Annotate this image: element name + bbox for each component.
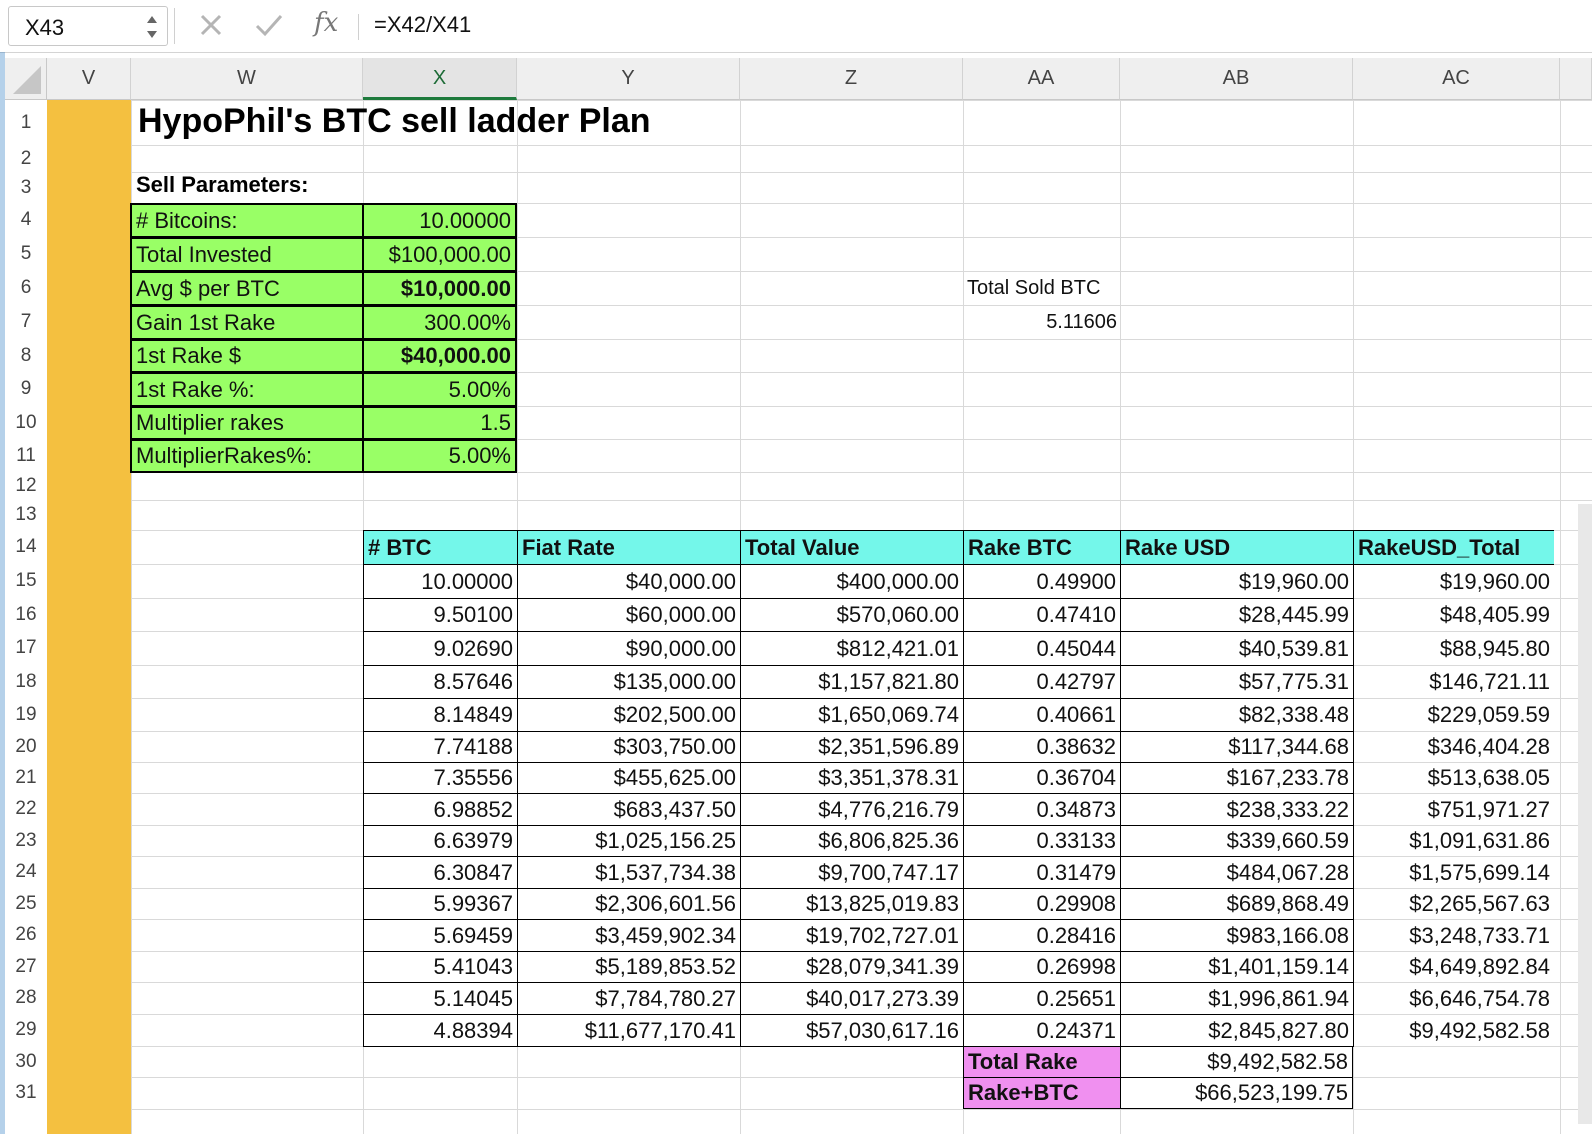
ladder-cell[interactable]: $60,000.00 xyxy=(517,598,741,632)
ladder-cell[interactable]: $303,750.00 xyxy=(517,731,741,763)
ladder-cell[interactable]: $1,996,861.94 xyxy=(1120,982,1354,1015)
row-header-7[interactable]: 7 xyxy=(5,305,47,339)
row-header-17[interactable]: 17 xyxy=(5,631,47,665)
ladder-cell[interactable]: $400,000.00 xyxy=(740,564,964,599)
param-value[interactable]: 1.5 xyxy=(362,406,517,440)
column-header-x[interactable]: X xyxy=(363,58,517,100)
ladder-cell[interactable]: 6.98852 xyxy=(363,793,518,826)
ladder-header-cell[interactable]: # BTC xyxy=(363,530,518,565)
ladder-cell[interactable]: $1,157,821.80 xyxy=(740,665,964,699)
row-header-1[interactable]: 1 xyxy=(5,100,47,145)
ladder-cell[interactable]: $7,784,780.27 xyxy=(517,982,741,1015)
row-header-25[interactable]: 25 xyxy=(5,888,47,919)
ladder-cell[interactable]: 0.25651 xyxy=(963,982,1121,1015)
ladder-cell[interactable]: 8.57646 xyxy=(363,665,518,699)
ladder-cell[interactable]: $13,825,019.83 xyxy=(740,888,964,920)
total-sold-label[interactable]: Total Sold BTC xyxy=(967,277,1101,299)
param-label[interactable]: Gain 1st Rake xyxy=(130,305,364,340)
ladder-cell[interactable]: $57,030,617.16 xyxy=(740,1014,964,1047)
param-label[interactable]: Avg $ per BTC xyxy=(130,271,364,306)
ladder-cell[interactable]: 0.49900 xyxy=(963,564,1121,599)
row-header-5[interactable]: 5 xyxy=(5,237,47,271)
param-value[interactable]: $40,000.00 xyxy=(362,339,517,373)
param-label[interactable]: Multiplier rakes xyxy=(130,406,364,440)
row-header-9[interactable]: 9 xyxy=(5,372,47,406)
row-header-19[interactable]: 19 xyxy=(5,698,47,731)
ladder-cell[interactable]: $9,492,582.58 xyxy=(1409,1017,1550,1043)
row-header-27[interactable]: 27 xyxy=(5,951,47,982)
ladder-cell[interactable]: 0.47410 xyxy=(963,598,1121,632)
ladder-cell[interactable]: $1,401,159.14 xyxy=(1120,951,1354,983)
row-header-30[interactable]: 30 xyxy=(5,1046,47,1077)
row-header-20[interactable]: 20 xyxy=(5,731,47,762)
column-header-z[interactable]: Z xyxy=(740,58,963,100)
insert-function-icon[interactable]: fx xyxy=(314,8,339,38)
ladder-cell[interactable]: $6,806,825.36 xyxy=(740,825,964,857)
ladder-cell[interactable]: $689,868.49 xyxy=(1120,888,1354,920)
ladder-cell[interactable]: $2,306,601.56 xyxy=(517,888,741,920)
row-header-31[interactable]: 31 xyxy=(5,1077,47,1109)
ladder-header-cell[interactable]: Rake USD xyxy=(1120,530,1354,565)
ladder-cell[interactable]: $88,945.80 xyxy=(1439,635,1550,661)
column-header-w[interactable]: W xyxy=(131,58,363,100)
ladder-cell[interactable]: $1,091,631.86 xyxy=(1409,828,1550,853)
param-value[interactable]: 300.00% xyxy=(362,305,517,340)
total-sold-value[interactable]: 5.11606 xyxy=(1046,310,1117,333)
ladder-cell[interactable]: $48,405.99 xyxy=(1439,602,1550,627)
ladder-cell[interactable]: $11,677,170.41 xyxy=(517,1014,741,1047)
column-header-ac[interactable]: AC xyxy=(1353,58,1560,100)
ladder-cell[interactable]: $82,338.48 xyxy=(1120,698,1354,732)
row-header-15[interactable]: 15 xyxy=(5,564,47,598)
row-header-13[interactable]: 13 xyxy=(5,500,47,530)
ladder-cell[interactable]: 0.28416 xyxy=(963,919,1121,952)
ladder-cell[interactable]: $983,166.08 xyxy=(1120,919,1354,952)
row-header-3[interactable]: 3 xyxy=(5,172,47,203)
ladder-cell[interactable]: 7.35556 xyxy=(363,762,518,794)
column-header-v[interactable]: V xyxy=(47,58,131,100)
column-v-fill xyxy=(47,100,131,1134)
row-header-26[interactable]: 26 xyxy=(5,919,47,951)
param-label[interactable]: # Bitcoins: xyxy=(130,203,364,238)
ladder-cell[interactable]: $5,189,853.52 xyxy=(517,951,741,983)
ladder-header-cell[interactable]: Fiat Rate xyxy=(517,530,741,565)
formula-bar xyxy=(0,0,1592,53)
ladder-cell[interactable]: 5.99367 xyxy=(363,888,518,920)
ladder-cell[interactable]: $2,351,596.89 xyxy=(740,731,964,763)
row-header-28[interactable]: 28 xyxy=(5,982,47,1014)
ladder-cell[interactable]: $1,025,156.25 xyxy=(517,825,741,857)
vertical-scrollbar[interactable] xyxy=(1578,504,1592,1124)
ladder-cell[interactable]: $812,421.01 xyxy=(740,631,964,666)
ladder-cell[interactable]: 9.02690 xyxy=(363,631,518,666)
ladder-cell[interactable]: $19,960.00 xyxy=(1120,564,1354,599)
ladder-cell[interactable]: $346,404.28 xyxy=(1427,734,1550,759)
ladder-cell[interactable]: $683,437.50 xyxy=(517,793,741,826)
ladder-cell[interactable]: 4.88394 xyxy=(363,1014,518,1047)
grid-line xyxy=(47,1109,1592,1110)
param-label[interactable]: 1st Rake $ xyxy=(130,339,364,373)
total-rake-label[interactable]: Total Rake xyxy=(963,1046,1121,1078)
ladder-cell[interactable]: 0.34873 xyxy=(963,793,1121,826)
ladder-cell[interactable]: 5.14045 xyxy=(363,982,518,1015)
total-rake-value[interactable]: $9,492,582.58 xyxy=(1120,1046,1353,1078)
ladder-cell[interactable]: 0.24371 xyxy=(963,1014,1121,1047)
ladder-cell[interactable]: $135,000.00 xyxy=(517,665,741,699)
param-value[interactable]: 5.00% xyxy=(362,372,517,407)
ladder-cell[interactable]: $40,000.00 xyxy=(517,564,741,599)
row-header-14[interactable]: 14 xyxy=(5,530,47,564)
ladder-cell[interactable]: $1,575,699.14 xyxy=(1409,859,1550,885)
ladder-cell[interactable]: 0.29908 xyxy=(963,888,1121,920)
name-box-stepper-icon[interactable] xyxy=(145,11,159,43)
ladder-cell[interactable]: 0.40661 xyxy=(963,698,1121,732)
column-header-aa[interactable]: AA xyxy=(963,58,1120,100)
row-header-22[interactable]: 22 xyxy=(5,793,47,825)
sell-parameters-label[interactable]: Sell Parameters: xyxy=(136,172,309,197)
ladder-cell[interactable]: $40,539.81 xyxy=(1120,631,1354,666)
ladder-cell[interactable]: $6,646,754.78 xyxy=(1409,985,1550,1011)
param-value[interactable]: $100,000.00 xyxy=(362,237,517,272)
name-box[interactable] xyxy=(8,6,168,46)
row-header-4[interactable]: 4 xyxy=(5,203,47,237)
grid-line xyxy=(47,1077,1592,1078)
ladder-cell[interactable]: $28,445.99 xyxy=(1120,598,1354,632)
ladder-cell[interactable]: $57,775.31 xyxy=(1120,665,1354,699)
grid-line xyxy=(47,500,1592,501)
ladder-cell[interactable]: 0.38632 xyxy=(963,731,1121,763)
ladder-cell[interactable]: $117,344.68 xyxy=(1120,731,1354,763)
formula-bar-divider xyxy=(174,8,175,44)
param-value[interactable]: 5.00% xyxy=(362,439,517,473)
ladder-cell[interactable]: 0.31479 xyxy=(963,856,1121,889)
grid-line xyxy=(47,100,1592,101)
row-header-2[interactable]: 2 xyxy=(5,145,47,172)
column-header-y[interactable]: Y xyxy=(517,58,740,100)
row-header-6[interactable]: 6 xyxy=(5,271,47,305)
ladder-cell[interactable]: $1,537,734.38 xyxy=(517,856,741,889)
cancel-icon[interactable] xyxy=(198,12,224,43)
grid-line xyxy=(47,145,1592,146)
ladder-cell[interactable]: $19,702,727.01 xyxy=(740,919,964,952)
ladder-cell[interactable]: $484,067.28 xyxy=(1120,856,1354,889)
ladder-cell[interactable]: 0.33133 xyxy=(963,825,1121,857)
enter-check-icon[interactable] xyxy=(254,12,284,43)
ladder-cell[interactable]: $19,960.00 xyxy=(1439,568,1550,594)
row-header-11[interactable]: 11 xyxy=(5,439,47,472)
ladder-cell[interactable]: $238,333.22 xyxy=(1120,793,1354,826)
row-header-21[interactable]: 21 xyxy=(5,762,47,793)
ladder-header-cell[interactable]: RakeUSD_Total xyxy=(1353,530,1554,565)
ladder-cell[interactable]: $3,351,378.31 xyxy=(740,762,964,794)
ladder-cell[interactable]: 0.45044 xyxy=(963,631,1121,666)
ladder-cell[interactable]: $513,638.05 xyxy=(1427,765,1550,790)
ladder-cell[interactable]: $9,700,747.17 xyxy=(740,856,964,889)
ladder-cell[interactable]: $570,060.00 xyxy=(740,598,964,632)
ladder-cell[interactable]: 6.30847 xyxy=(363,856,518,889)
ladder-cell[interactable]: $2,845,827.80 xyxy=(1120,1014,1354,1047)
ladder-cell[interactable]: 9.50100 xyxy=(363,598,518,632)
ladder-cell[interactable]: $202,500.00 xyxy=(517,698,741,732)
column-header-ab[interactable]: AB xyxy=(1120,58,1353,100)
formula-input[interactable]: =X42/X41 xyxy=(374,12,472,37)
param-label[interactable]: MultiplierRakes%: xyxy=(130,439,364,473)
ladder-cell[interactable]: $751,971.27 xyxy=(1427,796,1550,822)
ladder-cell[interactable]: 0.42797 xyxy=(963,665,1121,699)
rake-plus-btc-label[interactable]: Rake+BTC xyxy=(963,1077,1121,1109)
row-header-29[interactable]: 29 xyxy=(5,1014,47,1046)
ladder-header-cell[interactable]: Rake BTC xyxy=(963,530,1121,565)
rake-plus-btc-value[interactable]: $66,523,199.75 xyxy=(1120,1077,1353,1109)
ladder-cell[interactable]: 5.69459 xyxy=(363,919,518,952)
ladder-cell[interactable]: 10.00000 xyxy=(363,564,518,599)
ladder-cell[interactable]: $146,721.11 xyxy=(1429,669,1550,694)
param-value[interactable]: 10.00000 xyxy=(362,203,517,238)
param-label[interactable]: Total Invested xyxy=(130,237,364,272)
ladder-cell[interactable]: $28,079,341.39 xyxy=(740,951,964,983)
param-value[interactable]: $10,000.00 xyxy=(362,271,517,306)
ladder-cell[interactable]: $4,776,216.79 xyxy=(740,793,964,826)
formula-divider xyxy=(358,14,359,40)
column-header-overflow xyxy=(1560,58,1592,100)
row-header-10[interactable]: 10 xyxy=(5,406,47,439)
row-header-24[interactable]: 24 xyxy=(5,856,47,888)
ladder-cell[interactable]: 0.36704 xyxy=(963,762,1121,794)
ladder-cell[interactable]: 0.26998 xyxy=(963,951,1121,983)
ladder-cell[interactable]: $455,625.00 xyxy=(517,762,741,794)
ladder-cell[interactable]: $2,265,567.63 xyxy=(1409,891,1550,916)
ladder-header-cell[interactable]: Total Value xyxy=(740,530,964,565)
ladder-cell[interactable]: $4,649,892.84 xyxy=(1409,954,1550,979)
select-all-corner[interactable] xyxy=(5,58,47,100)
sheet-title[interactable]: HypoPhil's BTC sell ladder Plan xyxy=(138,102,651,140)
ladder-cell[interactable]: $40,017,273.39 xyxy=(740,982,964,1015)
grid-line xyxy=(1560,100,1561,1134)
ladder-cell[interactable]: 7.74188 xyxy=(363,731,518,763)
row-header-18[interactable]: 18 xyxy=(5,665,47,698)
ladder-cell[interactable]: $167,233.78 xyxy=(1120,762,1354,794)
name-box-value: X43 xyxy=(25,15,65,40)
ladder-cell[interactable]: 8.14849 xyxy=(363,698,518,732)
row-header-12[interactable]: 12 xyxy=(5,472,47,500)
ladder-cell[interactable]: $3,459,902.34 xyxy=(517,919,741,952)
ladder-cell[interactable]: 5.41043 xyxy=(363,951,518,983)
ladder-cell[interactable]: $3,248,733.71 xyxy=(1409,922,1550,948)
ladder-cell[interactable]: $90,000.00 xyxy=(517,631,741,666)
param-label[interactable]: 1st Rake %: xyxy=(130,372,364,407)
row-header-23[interactable]: 23 xyxy=(5,825,47,856)
row-header-16[interactable]: 16 xyxy=(5,598,47,631)
ladder-cell[interactable]: 6.63979 xyxy=(363,825,518,857)
ladder-cell[interactable]: $1,650,069.74 xyxy=(740,698,964,732)
ladder-cell[interactable]: $229,059.59 xyxy=(1427,702,1550,727)
row-header-8[interactable]: 8 xyxy=(5,339,47,372)
ladder-cell[interactable]: $339,660.59 xyxy=(1120,825,1354,857)
